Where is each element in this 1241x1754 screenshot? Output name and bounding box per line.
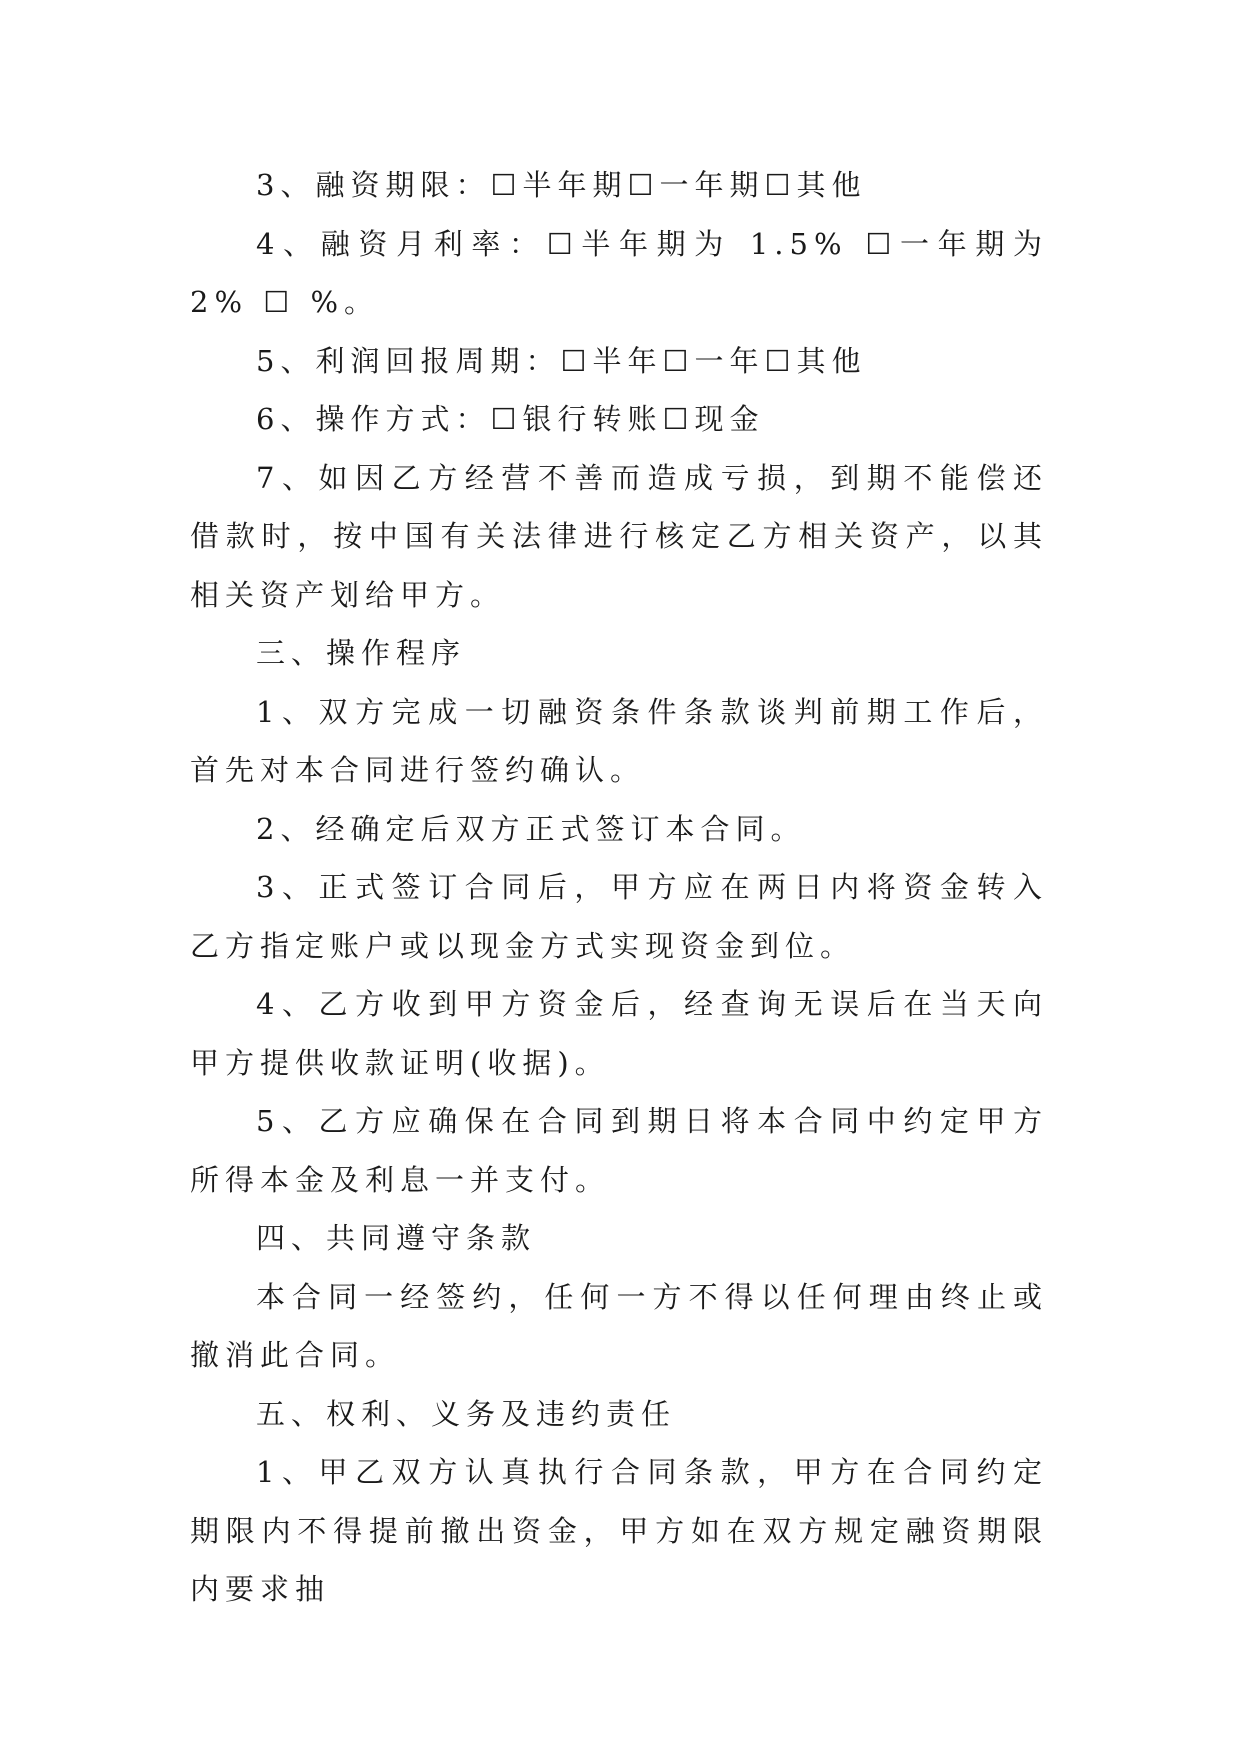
document-body: [190, 156, 1048, 1619]
common-terms-text: 本合同一经签约，任何一方不得以任何理由终止或撤消此合同。: [190, 1279, 1048, 1372]
procedure-item-1: 1、双方完成一切融资条件条款谈判前期工作后，首先对本合同进行签约确认。: [190, 694, 1048, 787]
procedure-item-5: 5、乙方应确保在合同到期日将本合同中约定甲方所得本金及利息一并支付。: [190, 1104, 1048, 1197]
section-heading-rights-obligations: 五、权利、义务及违约责任: [256, 1396, 677, 1431]
clause-financing-term: 3、融资期限：☐半年期☐一年期☐其他: [256, 168, 867, 202]
clause-loss-handling: 7、如因乙方经营不善而造成亏损，到期不能偿还借款时，按中国有关法律进行核定乙方相关资产，以其相关资产划给甲方。: [190, 460, 1048, 612]
rights-item-1: 1、甲乙双方认真执行合同条款，甲方在合同约定期限内不得提前撤出资金，甲方如在双方规定融资期限内要求抽: [190, 1455, 1048, 1606]
clause-monthly-interest-rate: 4、融资月利率：☐半年期为 1.5% ☐一年期为 2% ☐ %。: [190, 226, 1048, 319]
procedure-item-3: 3、正式签订合同后，甲方应在两日内将资金转入乙方指定账户或以现金方式实现资金到位。: [190, 870, 1048, 963]
clause-operation-method: 6、操作方式：☐银行转账☐现金: [256, 402, 765, 436]
clause-profit-return-cycle: 5、利润回报周期：☐半年☐一年☐其他: [256, 343, 867, 378]
procedure-item-2: 2、经确定后双方正式签订本合同。: [256, 811, 806, 846]
section-heading-common-terms: 四、共同遵守条款: [256, 1221, 537, 1255]
procedure-item-4: 4、乙方收到甲方资金后，经查询无误后在当天向甲方提供收款证明(收据)。: [190, 987, 1048, 1080]
section-heading-procedure: 三、操作程序: [256, 636, 467, 670]
